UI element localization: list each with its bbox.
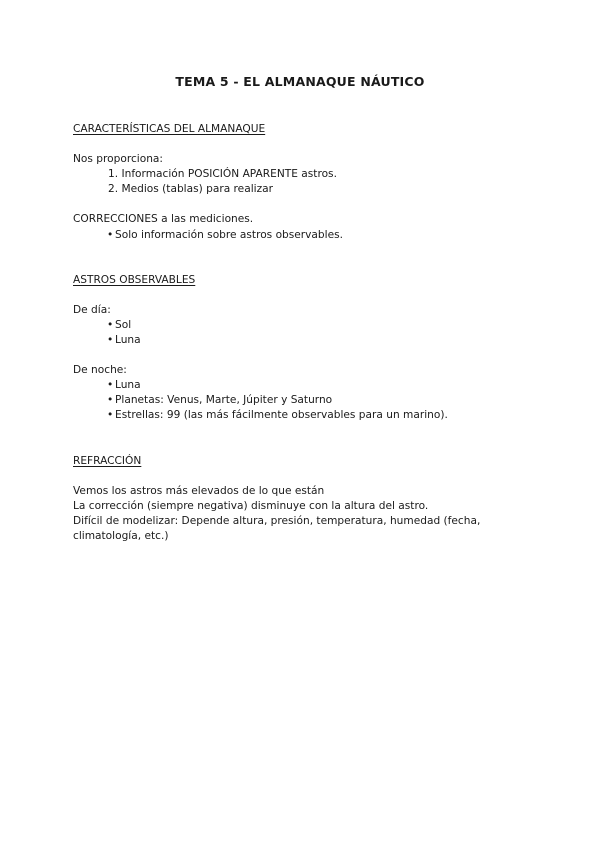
list-item (107, 318, 131, 333)
list-item-text: Estrellas: 99 (las más fácilmente observables para un marino). (115, 409, 448, 421)
list-item (107, 228, 343, 243)
list-item-text: Luna (115, 379, 141, 391)
bullet-dot-icon: • (107, 229, 114, 241)
list-item-text: Luna (115, 334, 141, 346)
paragraph-line: La corrección (siempre negativa) disminuye con la altura del astro. (73, 500, 429, 512)
list-item (107, 408, 448, 423)
section-heading-astros: ASTROS OBSERVABLES (73, 274, 196, 286)
bullet-icon: • (107, 379, 114, 391)
intro-text: Nos proporciona: (73, 153, 163, 165)
page-title: TEMA 5 - EL ALMANAQUE NÁUTICO (175, 74, 425, 89)
list-item-text: Solo información sobre astros observables. (115, 229, 343, 241)
list-item (107, 333, 141, 348)
list-item-text: Sol (115, 319, 132, 331)
list-item (107, 378, 141, 393)
list-item-text: Planetas: Venus, Marte, Júpiter y Saturno (115, 394, 333, 406)
paragraph-line: Vemos los astros más elevados de lo que están (73, 485, 325, 497)
bullet-icon: • (107, 409, 114, 421)
section-heading-caracteristicas: CARACTERÍSTICAS DEL ALMANAQUE (73, 123, 266, 135)
bullet-icon: • (107, 319, 114, 331)
paragraph-line: Difícil de modelizar: Depende altura, presión, temperatura, humedad (fecha, climatología, etc.) (73, 515, 481, 542)
bullet-icon: • (107, 334, 114, 346)
night-label: De noche: (73, 364, 127, 376)
corrections-text: CORRECCIONES a las mediciones. (73, 213, 254, 225)
ordered-list-item: 2. Medios (tablas) para realizar (108, 183, 273, 195)
bullet-icon: • (107, 394, 114, 406)
ordered-list-item: 1. Información POSICIÓN APARENTE astros. (108, 168, 337, 180)
day-label: De día: (73, 304, 111, 316)
section-heading-refraccion: REFRACCIÓN (73, 455, 142, 467)
list-item (107, 393, 332, 408)
